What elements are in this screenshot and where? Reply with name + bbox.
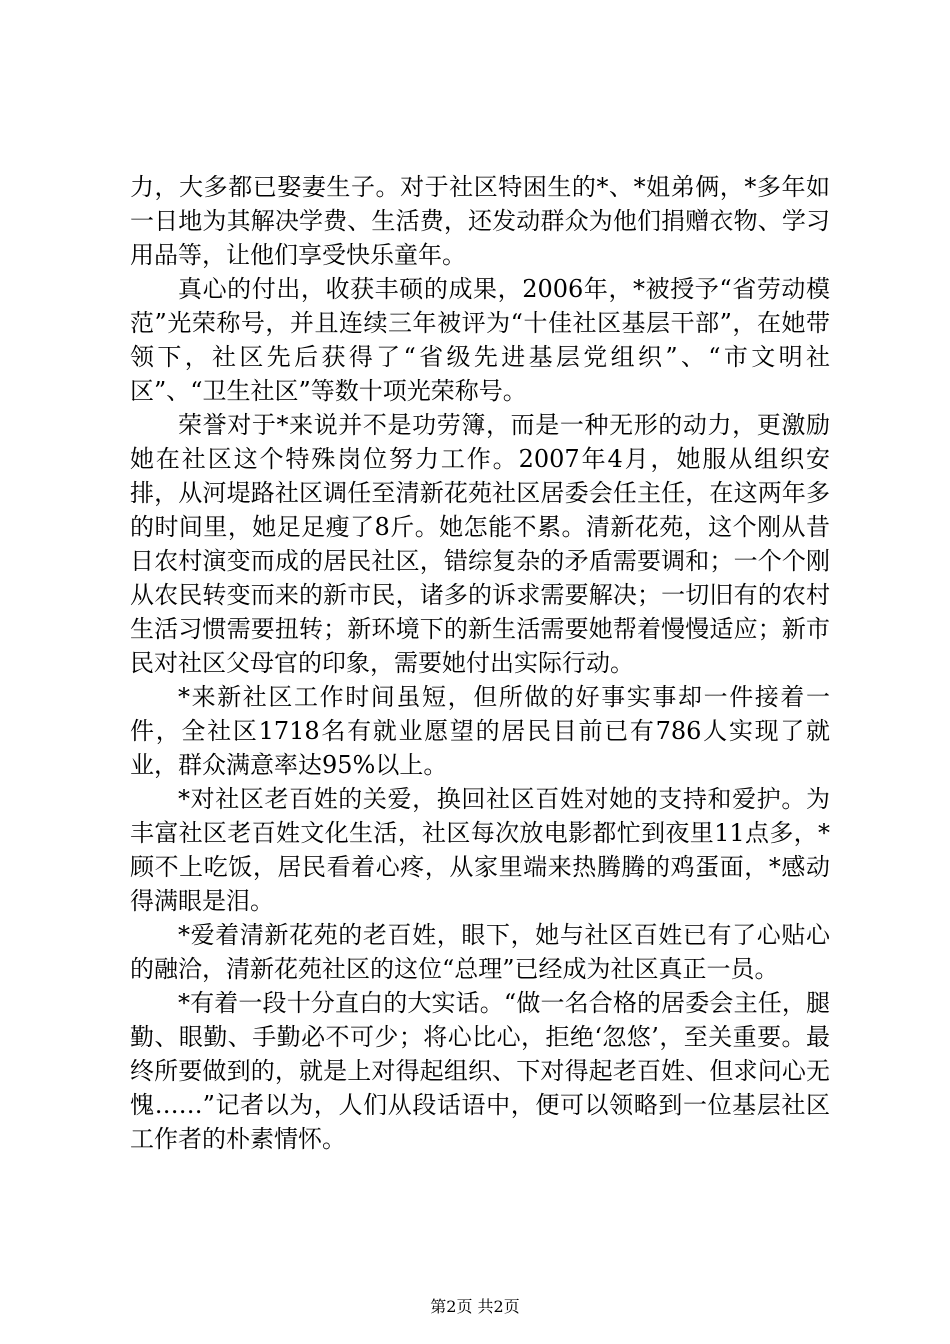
paragraph: *爱着清新花苑的老百姓，眼下，她与社区百姓已有了心贴心的融洽，清新花苑社区的这位“总理”已经成为社区真正一员。 — [130, 921, 830, 983]
page-footer: 第2页 共2页 — [430, 1297, 520, 1316]
paragraph: 力，大多都已娶妻生子。对于社区特困生的*、*姐弟俩，*多年如一日地为其解决学费、生活费，还发动群众为他们捐赠衣物、学习用品等，让他们享受快乐童年。 — [130, 173, 830, 269]
paragraph: 荣誉对于*来说并不是功劳簿，而是一种无形的动力，更激励她在社区这个特殊岗位努力工作。2007年4月，她服从组织安排，从河堤路社区调任至清新花苑社区居委会任主任，在这两年多的时间里，她足足瘦了8斤。她怎能不累。清新花苑，这个刚从昔日农村演变而成的居民社区，错综复杂的矛盾需要调和；一个个刚从农民转变而来的新市民，诸多的诉求需要解决；一切旧有的农村生活习惯需要扭转；新环境下的新生活需要她帮着慢慢适应；新市民对社区父母官的印象，需要她付出实际行动。 — [130, 411, 830, 677]
document-body — [130, 170, 830, 1156]
paragraph: *来新社区工作时间虽短，但所做的好事实事却一件接着一件，全社区1718名有就业愿望的居民目前已有786人实现了就业，群众满意率达95%以上。 — [130, 683, 830, 779]
paragraph: *有着一段十分直白的大实话。“做一名合格的居委会主任，腿勤、眼勤、手勤必不可少；将心比心，拒绝‘忽悠’，至关重要。最终所要做到的，就是上对得起组织、下对得起老百姓、但求问心无愧……”记者以为，人们从段话语中，便可以领略到一位基层社区工作者的朴素情怀。 — [130, 989, 830, 1153]
paragraph: 真心的付出，收获丰硕的成果，2006年，*被授予“省劳动模范”光荣称号，并且连续三年被评为“十佳社区基层干部”，在她带领下，社区先后获得了“省级先进基层党组织”、“市文明社区”、“卫生社区”等数十项光荣称号。 — [130, 275, 830, 405]
paragraph: *对社区老百姓的关爱，换回社区百姓对她的支持和爱护。为丰富社区老百姓文化生活，社区每次放电影都忙到夜里11点多，*顾不上吃饭，居民看着心疼，从家里端来热腾腾的鸡蛋面，*感动得满眼是泪。 — [130, 785, 830, 915]
